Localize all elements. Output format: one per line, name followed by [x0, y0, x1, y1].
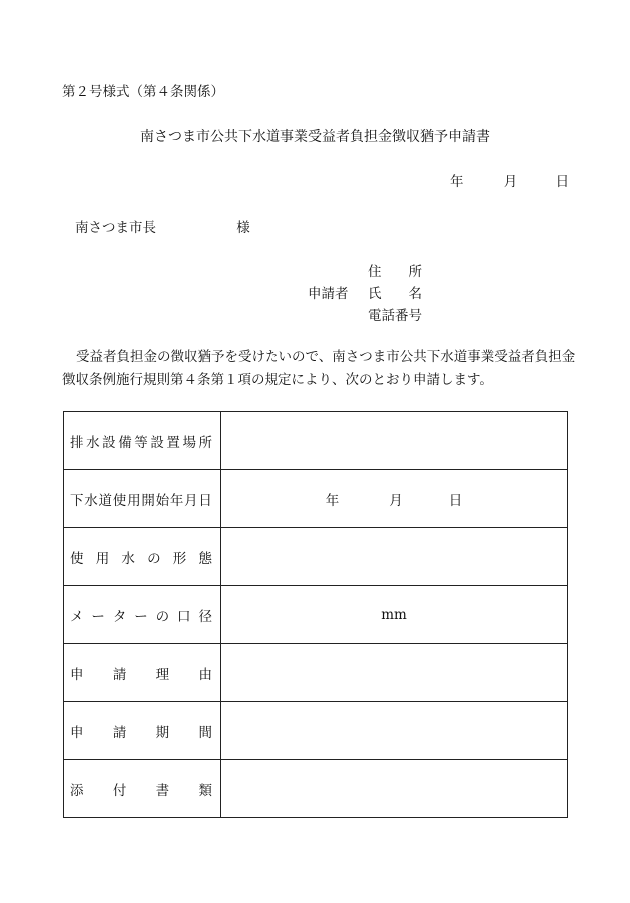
row-label [64, 644, 221, 702]
label-char: 水 [86, 434, 100, 451]
label-char: 設 [150, 434, 164, 451]
applicant-role-label: 申請者 [308, 286, 349, 302]
table-row [64, 760, 568, 818]
label-char: 道 [98, 492, 113, 509]
label-char: 開 [141, 492, 155, 509]
row-label-text [70, 489, 212, 509]
label-char: 期 [155, 724, 170, 741]
applicant-name-label: 氏 名 [368, 286, 422, 302]
submission-date [450, 170, 569, 190]
label-char: 使 [112, 492, 127, 509]
row-label [64, 412, 221, 470]
row-label [64, 702, 221, 760]
row-value-field[interactable] [221, 470, 568, 528]
label-char: 設 [102, 434, 116, 451]
application-table [63, 411, 568, 818]
label-char: 形 [172, 550, 187, 567]
form-number: 第２号様式（第４条関係） [62, 84, 224, 100]
label-char: ー [91, 608, 105, 625]
label-char: 日 [198, 492, 212, 509]
row-label-text [70, 663, 212, 683]
label-char: 申 [70, 666, 84, 683]
label-char: 申 [70, 724, 84, 741]
label-char: 備 [118, 434, 132, 451]
label-char: 添 [70, 782, 84, 799]
row-value-field[interactable] [221, 412, 568, 470]
label-char: タ [112, 608, 127, 625]
request-statement [62, 346, 582, 392]
start-date-day: 日 [448, 492, 463, 509]
row-label-text [70, 779, 212, 799]
document-title: 南さつま市公共下水道事業受益者負担金徴収猶予申請書 [140, 129, 490, 145]
table-row [64, 470, 568, 528]
row-value-field[interactable] [221, 586, 568, 644]
row-value-text: mm [381, 606, 407, 623]
label-char: の [147, 550, 161, 567]
label-char: 年 [169, 492, 184, 509]
label-char: 所 [198, 434, 212, 451]
label-char: 水 [121, 550, 135, 567]
addressee-honorific: 様 [236, 220, 250, 236]
addressee-name: 南さつま市長 [75, 220, 156, 236]
label-char: 等 [134, 434, 148, 451]
row-value-field[interactable] [221, 760, 568, 818]
addressee [75, 216, 250, 236]
date-year: 年 [450, 174, 464, 190]
date-day: 日 [555, 174, 570, 190]
start-date-month: 月 [389, 492, 403, 509]
label-char: 間 [198, 724, 212, 741]
row-value-field[interactable] [221, 644, 568, 702]
row-label [64, 470, 221, 528]
label-char: 類 [198, 782, 212, 799]
label-char: 始 [155, 492, 170, 509]
table-row [64, 586, 568, 644]
row-label-text [70, 431, 212, 451]
request-statement-text: 受益者負担金の徴収猶予を受けたいので、南さつま市公共下水道事業受益者負担金徴収条例施行規則第４条第１項の規定により、次のとおり申請します。 [62, 349, 576, 388]
label-char: 下 [70, 492, 84, 509]
label-char: 水 [84, 492, 98, 509]
label-char: 請 [112, 724, 127, 741]
table-row [64, 528, 568, 586]
table-row [64, 644, 568, 702]
label-char: 由 [198, 666, 212, 683]
label-char: 口 [177, 608, 191, 625]
row-label-text [70, 605, 212, 625]
label-char: 排 [70, 434, 84, 451]
label-char: メ [70, 608, 84, 625]
label-char: の [155, 608, 170, 625]
label-char: 径 [198, 608, 212, 625]
applicant-address-label: 住 所 [368, 264, 422, 280]
row-value-field[interactable] [221, 528, 568, 586]
row-label [64, 528, 221, 586]
label-char: 理 [155, 666, 170, 683]
label-char: 用 [95, 550, 110, 567]
label-char: 態 [198, 550, 212, 567]
label-char: 用 [127, 492, 141, 509]
start-date-year: 年 [325, 492, 340, 509]
label-char: 使 [70, 550, 84, 567]
label-char: 場 [182, 434, 196, 451]
table-row [64, 702, 568, 760]
label-char: 置 [166, 434, 180, 451]
row-label-text [70, 547, 212, 567]
label-char: 請 [112, 666, 127, 683]
label-char: ー [134, 608, 148, 625]
label-char: 書 [155, 782, 170, 799]
date-month: 月 [503, 174, 518, 190]
row-label [64, 586, 221, 644]
row-label [64, 760, 221, 818]
row-label-text [70, 721, 212, 741]
label-char: 月 [184, 492, 198, 509]
row-value-field[interactable] [221, 702, 568, 760]
applicant-phone-label: 電話番号 [368, 308, 422, 324]
label-char: 付 [112, 782, 127, 799]
table-row [64, 412, 568, 470]
